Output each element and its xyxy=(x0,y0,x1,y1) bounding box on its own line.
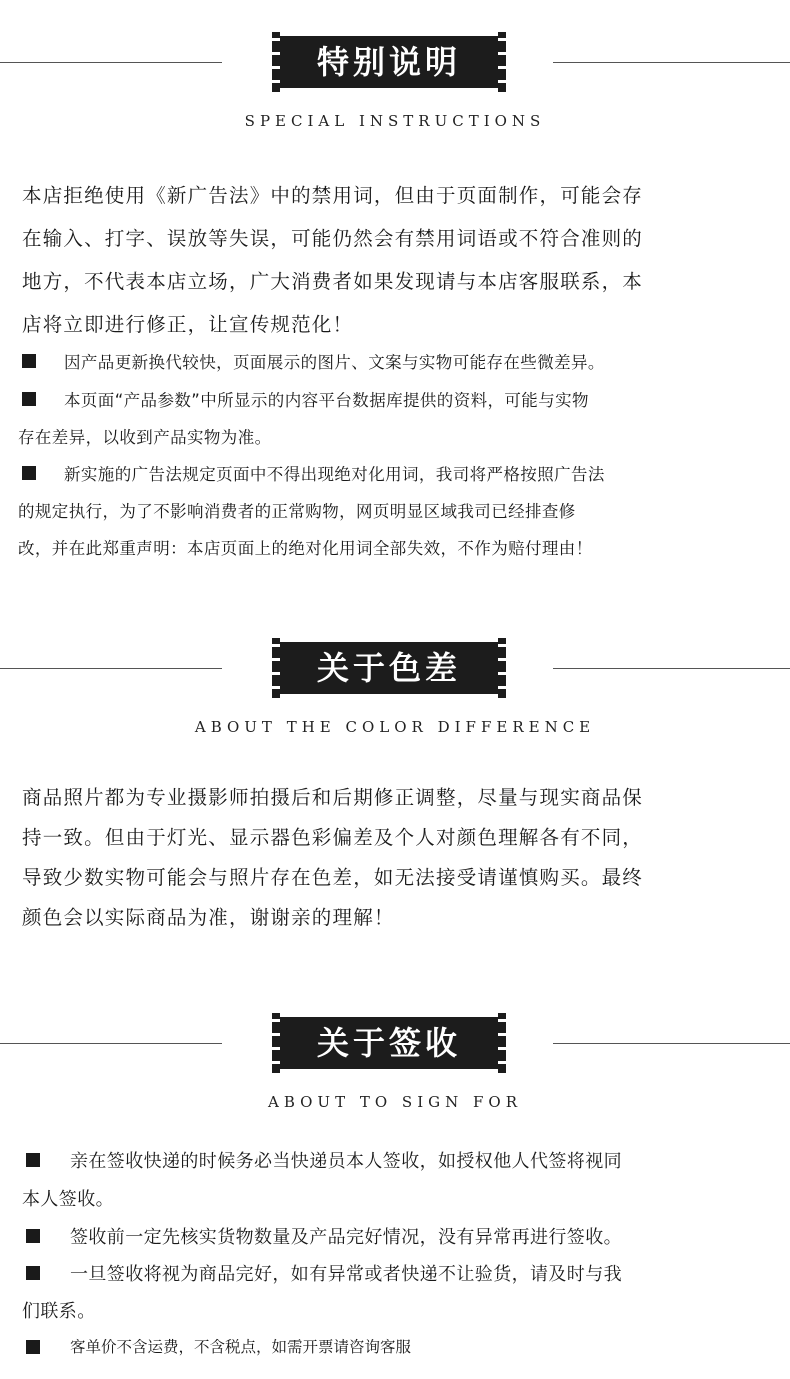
paragraph-line: 导致少数实物可能会与照片存在色差，如无法接受请谨慎购买。最终 xyxy=(22,866,644,889)
sign-line: 客单价不含运费，不含税点，如需开票请咨询客服 xyxy=(70,1338,412,1356)
square-bullet-icon xyxy=(22,392,36,406)
header-rule-right xyxy=(553,62,790,63)
section-title: 特别说明 xyxy=(316,43,461,81)
square-bullet-icon xyxy=(26,1153,40,1167)
section-subtitle: ABOUT THE COLOR DIFFERENCE xyxy=(194,718,596,736)
paragraph-line: 地方，不代表本店立场，广大消费者如果发现请与本店客服联系，本 xyxy=(22,270,644,293)
header-rule-right xyxy=(553,668,790,669)
section-subtitle: ABOUT TO SIGN FOR xyxy=(268,1093,522,1111)
notice-line: 存在差异，以收到产品实物为准。 xyxy=(18,428,272,447)
section-title-badge xyxy=(272,638,506,698)
notice-line: 改，并在此郑重声明：本店页面上的绝对化用词全部失效，不作为赔付理由！ xyxy=(18,539,593,558)
paragraph-line: 商品照片都为专业摄影师拍摄后和后期修正调整，尽量与现实商品保 xyxy=(22,786,644,809)
notice-line: 新实施的广告法规定页面中不得出现绝对化用词，我司将严格按照广告法 xyxy=(64,465,605,484)
paragraph-line: 在输入、打字、误放等失误，可能仍然会有禁用词语或不符合准则的 xyxy=(22,227,644,250)
paragraph-line: 本店拒绝使用《新广告法》中的禁用词，但由于页面制作，可能会存 xyxy=(22,184,644,207)
header-rule-left xyxy=(0,62,222,63)
section-title-badge xyxy=(272,32,506,92)
header-rule-left xyxy=(0,668,222,669)
notice-line: 的规定执行，为了不影响消费者的正常购物，网页明显区域我司已经排查修 xyxy=(18,502,576,521)
paragraph-line: 店将立即进行修正，让宣传规范化！ xyxy=(22,313,354,336)
square-bullet-icon xyxy=(26,1266,40,1280)
square-bullet-icon xyxy=(26,1229,40,1243)
sign-line: 亲在签收快递的时候务必当快递员本人签收，如授权他人代签将视同 xyxy=(70,1151,622,1172)
sign-line: 一旦签收将视为商品完好，如有异常或者快递不让验货，请及时与我 xyxy=(70,1264,622,1285)
sign-line: 们联系。 xyxy=(22,1301,96,1322)
square-bullet-icon xyxy=(26,1340,40,1354)
square-bullet-icon xyxy=(22,466,36,480)
section-subtitle: SPECIAL INSTRUCTIONS xyxy=(244,112,546,130)
section-title: 关于签收 xyxy=(316,1024,461,1062)
section-title: 关于色差 xyxy=(316,649,461,687)
notice-line: 因产品更新换代较快，页面展示的图片、文案与实物可能存在些微差异。 xyxy=(64,353,605,372)
header-rule-right xyxy=(553,1043,790,1044)
paragraph-line: 持一致。但由于灯光、显示器色彩偏差及个人对颜色理解各有不同， xyxy=(22,826,644,849)
header-rule-left xyxy=(0,1043,222,1044)
sign-line: 本人签收。 xyxy=(22,1189,114,1210)
sign-line: 签收前一定先核实货物数量及产品完好情况，没有异常再进行签收。 xyxy=(70,1227,622,1248)
section-title-badge xyxy=(272,1013,506,1073)
square-bullet-icon xyxy=(22,354,36,368)
notice-line: 本页面“产品参数”中所显示的内容平台数据库提供的资料，可能与实物 xyxy=(64,391,589,410)
paragraph-line: 颜色会以实际商品为准，谢谢亲的理解！ xyxy=(22,906,395,929)
